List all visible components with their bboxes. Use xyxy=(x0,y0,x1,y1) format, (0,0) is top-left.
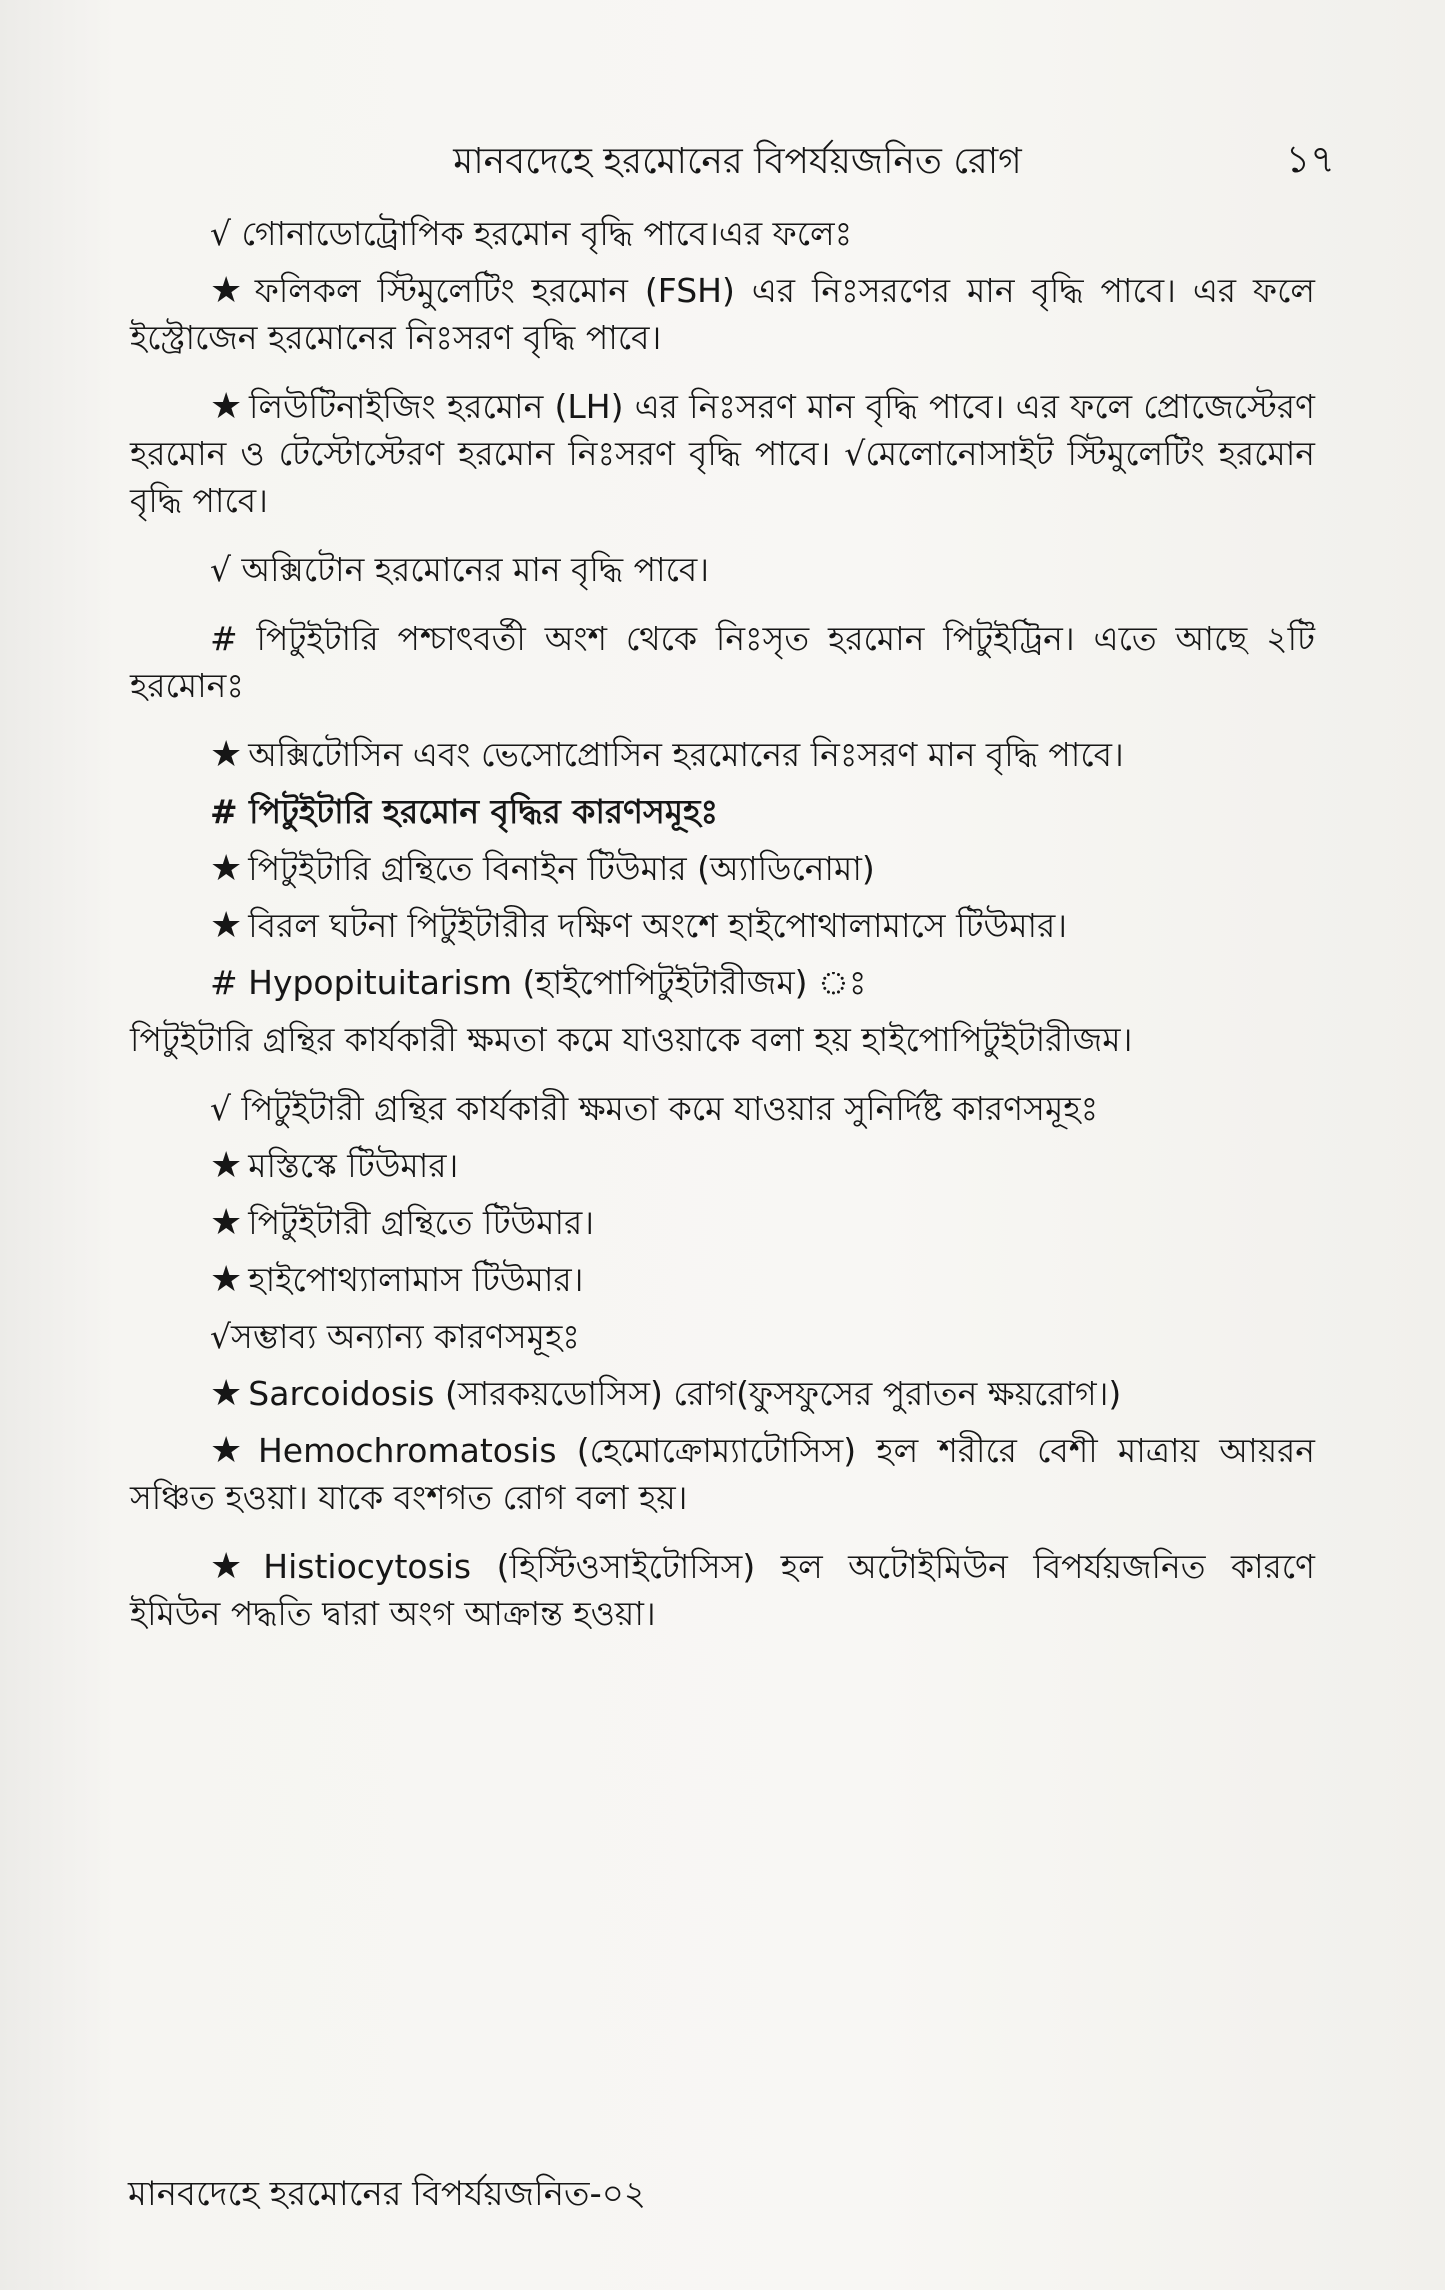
star-bullet-icon: ★ xyxy=(210,270,249,311)
paragraph-definition xyxy=(130,1016,1315,1063)
paragraph-hypothalamus-tumor xyxy=(130,1256,1315,1303)
paragraph-histiocytosis xyxy=(130,1543,1315,1637)
paragraph-oxytone xyxy=(130,546,1315,593)
star-bullet-icon: ★ xyxy=(210,1373,243,1414)
paragraph-text: √ গোনাডোট্রোপিক হরমোন বৃদ্ধি পাবে।এর ফলেঃ xyxy=(210,214,853,253)
star-bullet-icon: ★ xyxy=(210,1145,243,1186)
paragraph-other-causes xyxy=(130,1313,1315,1360)
paragraph-hypothalamus xyxy=(130,902,1315,949)
paragraph-text: মস্তিস্কে টিউমার। xyxy=(248,1146,459,1185)
paragraph-pituitary-tumor xyxy=(130,1199,1315,1246)
section-heading-causes xyxy=(130,788,1315,835)
page-number: ১৭ xyxy=(1285,137,1335,181)
paragraph-brain-tumor xyxy=(130,1142,1315,1189)
page-header xyxy=(140,128,1335,188)
star-bullet-icon: ★ xyxy=(210,734,243,775)
paragraph-text: পিটুইটারি গ্রন্থিতে বিনাইন টিউমার (অ্যাডিনোমা) xyxy=(248,849,875,888)
star-bullet-icon: ★ xyxy=(210,905,243,946)
paragraph-text: √ পিটুইটারী গ্রন্থির কার্যকারী ক্ষমতা কমে যাওয়ার সুনির্দিষ্ট কারণসমূহঃ xyxy=(210,1089,1099,1128)
star-bullet-icon: ★ xyxy=(210,1202,243,1243)
paragraph-specific-causes xyxy=(130,1085,1315,1132)
paragraph-text: Histiocytosis (হিস্টিওসাইটোসিস) হল অটোইমিউন বিপর্যয়জনিত কারণে ইমিউন পদ্ধতি দ্বারা অংগ আক্রান্ত হওয়া। xyxy=(130,1547,1315,1633)
star-bullet-icon: ★ xyxy=(210,1259,243,1300)
paragraph-oxytocin xyxy=(130,731,1315,778)
paragraph-gonadotropic xyxy=(130,210,1315,257)
paragraph-text: Hemochromatosis (হেমোক্রোম্যাটোসিস) হল শরীরে বেশী মাত্রায় আয়রন সঞ্চিত হওয়া। যাকে বংশগত রোগ বলা হয়। xyxy=(130,1431,1315,1517)
paragraph-text: পিটুইটারী গ্রন্থিতে টিউমার। xyxy=(248,1203,595,1242)
star-bullet-icon: ★ xyxy=(210,848,243,889)
star-bullet-icon: ★ xyxy=(210,1430,252,1471)
paragraph-text: হাইপোথ্যালামাস টিউমার। xyxy=(248,1260,584,1299)
paragraph-text: বিরল ঘটনা পিটুইটারীর দক্ষিণ অংশে হাইপোথালামাসে টিউমার। xyxy=(248,906,1068,945)
star-bullet-icon: ★ xyxy=(210,386,243,427)
paragraph-text: √সম্ভাব্য অন্যান্য কারণসমূহঃ xyxy=(210,1317,580,1356)
paragraph-text: অক্সিটোসিন এবং ভেসোপ্রোসিন হরমোনের নিঃসরণ মান বৃদ্ধি পাবে। xyxy=(248,735,1124,774)
paragraph-text: # পিটুইটারি পশ্চাৎবর্তী অংশ থেকে নিঃসৃত হরমোন পিটুইট্রিন। এতে আছে ২টি হরমোনঃ xyxy=(130,619,1315,705)
page-body xyxy=(130,210,1315,1659)
paragraph-text: √ অক্সিটোন হরমোনের মান বৃদ্ধি পাবে। xyxy=(210,550,710,589)
paragraph-hemochromatosis xyxy=(130,1427,1315,1521)
paragraph-sarcoidosis xyxy=(130,1370,1315,1417)
paragraph-lh xyxy=(130,383,1315,524)
running-head: মানবদেহে হরমোনের বিপর্যয়জনিত রোগ xyxy=(453,141,1022,182)
paragraph-text: লিউটিনাইজিং হরমোন (LH) এর নিঃসরণ মান বৃদ্ধি পাবে। এর ফলে প্রোজেস্টেরণ হরমোন ও টেস্টোস্টেরণ হরমোন নিঃসরণ বৃদ্ধি পাবে। √মেলোনোসাইট স্টিমুলেটিং হরমোন বৃদ্ধি পাবে। xyxy=(130,387,1315,520)
paragraph-fsh xyxy=(130,267,1315,361)
page-footer: মানবদেহে হরমোনের বিপর্যয়জনিত-০২ xyxy=(128,2174,647,2214)
paragraph-text: Sarcoidosis (সারকয়ডোসিস) রোগ(ফুসফুসের পুরাতন ক্ষয়রোগ।) xyxy=(248,1374,1122,1413)
paragraph-pituitrin xyxy=(130,615,1315,709)
star-bullet-icon: ★ xyxy=(210,1546,258,1587)
paragraph-text: পিটুইটারি গ্রন্থির কার্যকারী ক্ষমতা কমে যাওয়াকে বলা হয় হাইপোপিটুইটারীজম। xyxy=(130,1020,1133,1059)
paragraph-adenoma xyxy=(130,845,1315,892)
paragraph-text: # পিটুইটারি হরমোন বৃদ্ধির কারণসমূহঃ xyxy=(210,792,719,831)
section-heading-hypopituitarism xyxy=(130,959,1315,1006)
paragraph-text: # Hypopituitarism (হাইপোপিটুইটারীজম) ঃ xyxy=(210,963,867,1002)
paragraph-text: ফলিকল স্টিমুলেটিং হরমোন (FSH) এর নিঃসরণের মান বৃদ্ধি পাবে। এর ফলে ইস্ট্রোজেন হরমোনের নিঃসরণ বৃদ্ধি পাবে। xyxy=(130,271,1315,357)
